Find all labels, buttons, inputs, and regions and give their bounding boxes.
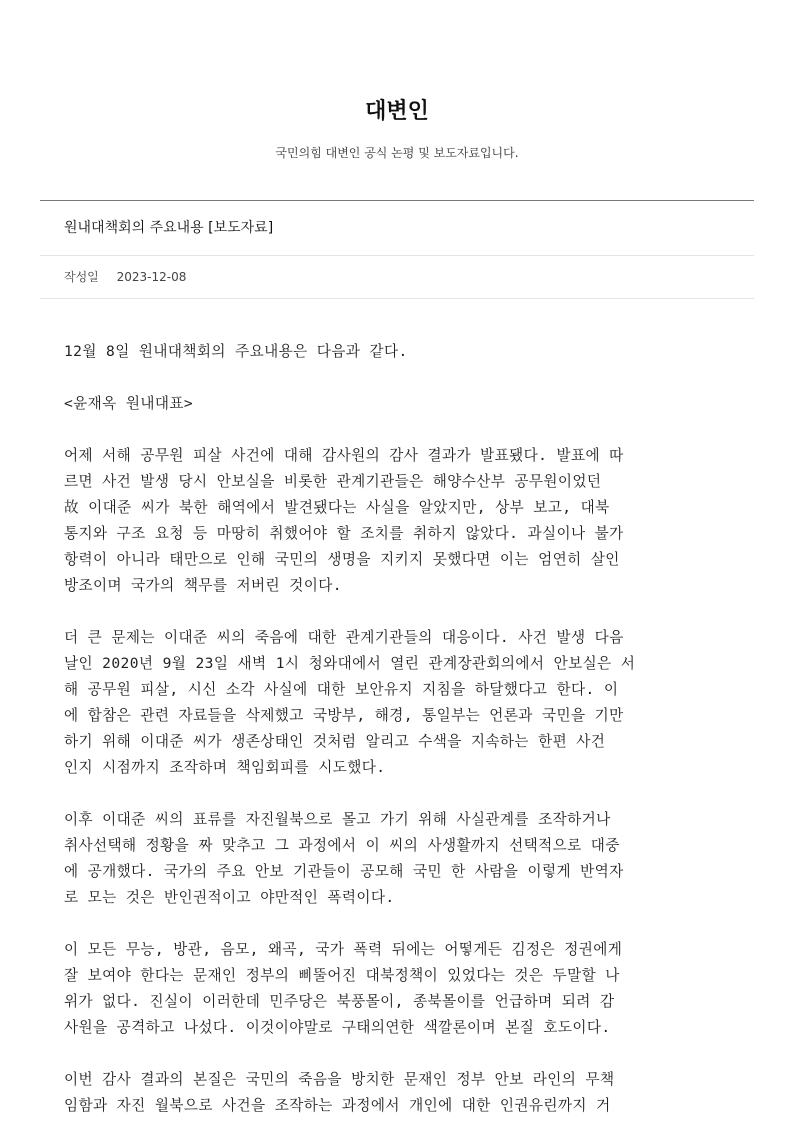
paragraph-line: 날인 2020년 9월 23일 새벽 1시 청와대에서 열린 관계장관회의에서 안보실은 서 xyxy=(64,655,636,672)
article xyxy=(40,200,754,1145)
paragraph-line: 어제 서해 공무원 피살 사건에 대해 감사원의 감사 결과가 발표됐다. 발표에 따 xyxy=(64,447,624,464)
article-body xyxy=(40,299,754,1119)
paragraph-line: 이 모든 무능, 방관, 음모, 왜곡, 국가 폭력 뒤에는 어떻게든 김정은 정권에게 xyxy=(64,941,623,958)
paragraph-line: <윤재옥 원내대표> xyxy=(64,395,194,412)
article-paragraph xyxy=(64,807,730,911)
paragraph-line: 사원을 공격하고 나섰다. 이것이야말로 구태의연한 색깔론이며 본질 호도이다. xyxy=(64,1019,611,1036)
article-paragraph xyxy=(64,625,730,781)
article-meta xyxy=(40,256,754,299)
paragraph-line: 이후 이대준 씨의 표류를 자진월북으로 몰고 가기 위해 사실관계를 조작하거나 xyxy=(64,811,611,828)
paragraph-line: 르면 사건 발생 당시 안보실을 비롯한 관계기관들은 해양수산부 공무원이었던 xyxy=(64,473,602,490)
paragraph-line: 에 합참은 관련 자료들을 삭제했고 국방부, 해경, 통일부는 언론과 국민을 기만 xyxy=(64,707,624,724)
date-value: 2023-12-08 xyxy=(116,270,187,284)
article-title: 원내대책회의 주요내용 [보도자료] xyxy=(40,201,754,256)
paragraph-line: 더 큰 문제는 이대준 씨의 죽음에 대한 관계기관들의 대응이다. 사건 발생 다음 xyxy=(64,629,624,646)
paragraph-line: 방조이며 국가의 책무를 저버린 것이다. xyxy=(64,577,342,594)
paragraph-line: 인지 시점까지 조작하며 책임회피를 시도했다. xyxy=(64,759,386,776)
site-description: 국민의힘 대변인 공식 논평 및 보도자료입니다. xyxy=(275,146,519,160)
article-paragraph xyxy=(64,443,730,599)
paragraph-line: 해 공무원 피살, 시신 소각 사실에 대한 보안유지 지침을 하달했다고 한다. 이 xyxy=(64,681,619,698)
article-paragraph xyxy=(64,1067,730,1119)
article-paragraph xyxy=(64,339,730,365)
paragraph-line: 통지와 구조 요청 등 마땅히 취했어야 할 조치를 취하지 않았다. 과실이나 불가 xyxy=(64,525,624,542)
paragraph-line: 로 모는 것은 반인권적이고 야만적인 폭력이다. xyxy=(64,889,395,906)
paragraph-line: 12월 8일 원내대책회의 주요내용은 다음과 같다. xyxy=(64,343,408,360)
paragraph-line: 위가 없다. 진실이 이러한데 민주당은 북풍몰이, 종북몰이를 언급하며 되려 감 xyxy=(64,993,615,1010)
paragraph-line: 항력이 아니라 태만으로 인해 국민의 생명을 지키지 못했다면 이는 엄연히 살인 xyxy=(64,551,620,568)
site-title: 대변인 xyxy=(365,99,429,124)
paragraph-line: 에 공개했다. 국가의 주요 안보 기관들이 공모해 국민 한 사람을 이렇게 반역자 xyxy=(64,863,624,880)
paragraph-line: 임함과 자진 월북으로 사건을 조작하는 과정에서 개인에 대한 인권유린까지 거 xyxy=(64,1097,611,1114)
paragraph-line: 하기 위해 이대준 씨가 생존상태인 것처럼 알리고 수색을 지속하는 한편 사건 xyxy=(64,733,606,750)
paragraph-line: 잘 보여야 한다는 문재인 정부의 삐뚤어진 대북정책이 있었다는 것은 두말할 나 xyxy=(64,967,620,984)
page-header xyxy=(0,0,794,162)
paragraph-line: 취사선택해 정황을 짜 맞추고 그 과정에서 이 씨의 사생활까지 선택적으로 대중 xyxy=(64,837,620,854)
article-paragraph xyxy=(64,937,730,1041)
paragraph-line: 이번 감사 결과의 본질은 국민의 죽음을 방치한 문재인 정부 안보 라인의 무책 xyxy=(64,1071,615,1088)
paragraph-line: 故 이대준 씨가 북한 해역에서 발견됐다는 사실을 알았지만, 상부 보고, 대북 xyxy=(64,499,610,516)
date-label: 작성일 xyxy=(64,270,99,284)
article-paragraph xyxy=(64,391,730,417)
